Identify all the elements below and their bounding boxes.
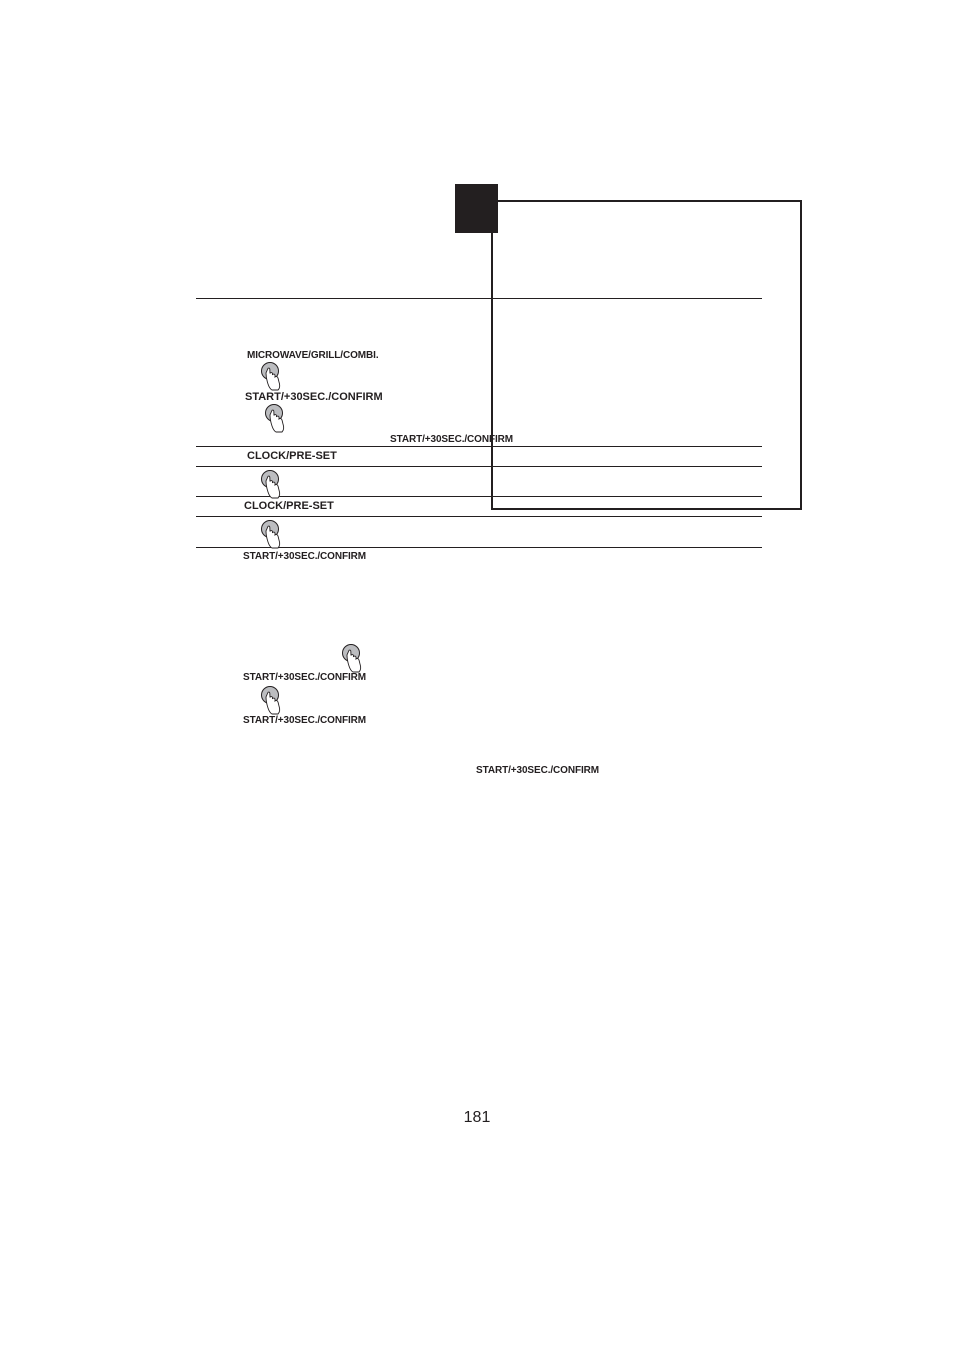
start-confirm-inline-label: START/+30SEC./CONFIRM xyxy=(390,434,514,445)
microwave-grill-combi-label: MICROWAVE/GRILL/COMBI. xyxy=(247,350,379,361)
table-rule xyxy=(196,446,762,447)
table-top-rule xyxy=(196,298,762,299)
knob-press-icon xyxy=(258,685,284,715)
table-rule xyxy=(196,516,762,517)
knob-press-icon xyxy=(258,519,284,549)
knob-press-icon xyxy=(262,403,288,433)
start-confirm-label: START/+30SEC./CONFIRM xyxy=(245,391,383,403)
start-confirm-label: START/+30SEC./CONFIRM xyxy=(243,672,367,683)
knob-press-icon xyxy=(339,643,365,673)
clock-preset-label: CLOCK/PRE-SET xyxy=(247,450,337,462)
note-box xyxy=(491,200,802,510)
start-confirm-inline-label: START/+30SEC./CONFIRM xyxy=(476,765,600,776)
start-confirm-label: START/+30SEC./CONFIRM xyxy=(243,715,367,726)
page-number: 181 xyxy=(463,1109,491,1126)
start-confirm-label: START/+30SEC./CONFIRM xyxy=(243,551,367,562)
table-rule xyxy=(196,466,762,467)
knob-press-icon xyxy=(258,361,284,391)
clock-preset-label: CLOCK/PRE-SET xyxy=(244,500,334,512)
knob-press-icon xyxy=(258,469,284,499)
